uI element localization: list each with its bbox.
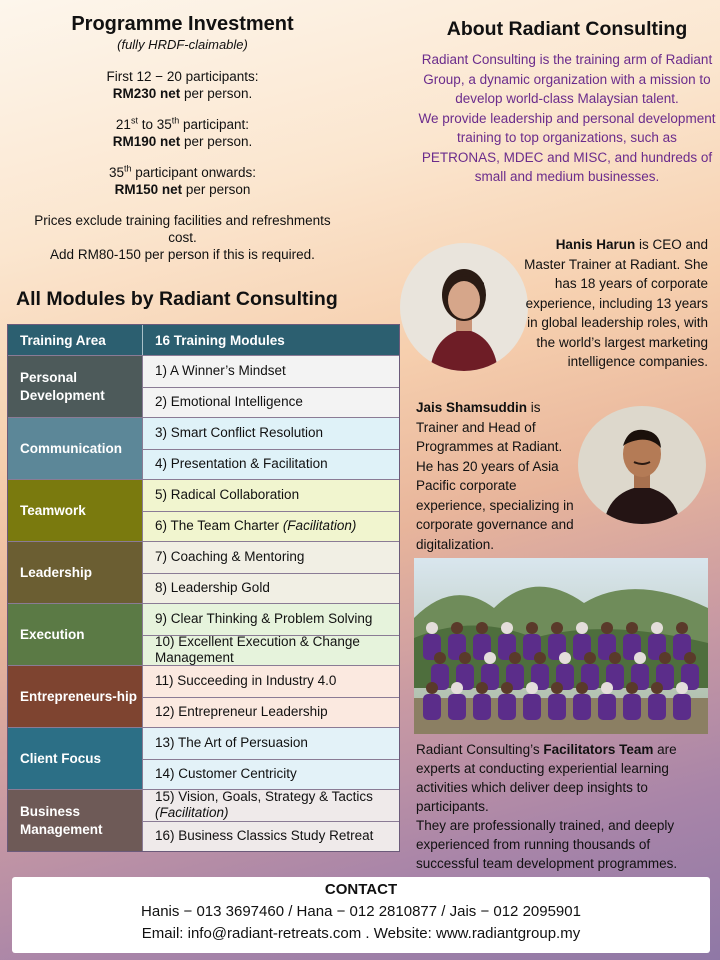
module-item: 4) Presentation & Facilitation	[143, 449, 399, 480]
contact-phones: Hanis − 013 3697460 / Hana − 012 2810877 / Jais − 012 2095901	[141, 903, 581, 920]
training-area-label: Business Management	[8, 790, 143, 851]
team-member	[526, 622, 538, 634]
investment-section	[20, 12, 345, 263]
price-tier-1: First 12 − 20 participants: RM230 net per person.	[106, 69, 259, 101]
team-member-shirt	[523, 694, 541, 720]
module-item: 2) Emotional Intelligence	[143, 387, 399, 418]
training-area-label: Leadership	[8, 542, 143, 603]
team-member	[634, 652, 646, 664]
about-section	[418, 16, 716, 187]
team-member	[534, 652, 546, 664]
team-member	[501, 622, 513, 634]
contact-title: CONTACT	[324, 881, 398, 898]
price-value: RM150 net	[114, 182, 183, 197]
team-member	[676, 622, 688, 634]
table-header	[8, 325, 399, 355]
module-item: 7) Coaching & Mentoring	[143, 542, 399, 573]
team-member	[459, 652, 471, 664]
team-member	[676, 682, 688, 694]
team-member-shirt	[423, 694, 441, 720]
module-item: 3) Smart Conflict Resolution	[143, 418, 399, 449]
jais-portrait	[578, 406, 706, 524]
module-item: 11) Succeeding in Industry 4.0	[143, 666, 399, 697]
team-member	[584, 652, 596, 664]
module-item: 10) Excellent Execution & Change Management	[143, 635, 399, 666]
team-member	[526, 682, 538, 694]
training-area-label: Execution	[8, 604, 143, 665]
jais-name: Jais Shamsuddin	[416, 400, 528, 415]
team-member	[451, 682, 463, 694]
team-member	[601, 622, 613, 634]
team-member	[509, 652, 521, 664]
training-area-label: Personal Development	[8, 356, 143, 417]
team-description: Radiant Consulting’s Facilitators Team are experts at conducting experiential learning activities which deliver deep insights to participants. They are professionally trained, and deeply experienced from running thousands of successful team development programmes.	[416, 742, 678, 871]
team-member	[551, 622, 563, 634]
team-member	[426, 622, 438, 634]
training-area-label: Teamwork	[8, 480, 143, 541]
team-member	[651, 682, 663, 694]
modules-title: All Modules by Radiant Consulting	[16, 288, 338, 310]
team-member	[451, 622, 463, 634]
team-member	[601, 682, 613, 694]
team-member-shirt	[648, 694, 666, 720]
contact-email-website: Email: info@radiant-retreats.com . Website: www.radiantgroup.my	[141, 925, 581, 942]
team-member	[559, 652, 571, 664]
team-member-shirt	[623, 694, 641, 720]
team-member	[426, 682, 438, 694]
team-member	[684, 652, 696, 664]
team-member	[476, 682, 488, 694]
module-group	[8, 665, 399, 727]
module-item: 13) The Art of Persuasion	[143, 728, 399, 759]
jais-bio: Jais Shamsuddin is Trainer and Head of Programmes at Radiant. He has 20 years of Asia Pacific corporate experience, specializing in corporate governance and digitalization.	[416, 400, 574, 552]
team-member	[576, 682, 588, 694]
module-group	[8, 603, 399, 665]
header-training-area: Training Area	[8, 325, 143, 355]
training-area-label: Communication	[8, 418, 143, 479]
price-tier-3: 35th participant onwards: RM150 net per person	[108, 163, 257, 197]
team-member-shirt	[673, 694, 691, 720]
hanis-bio: Hanis Harun is CEO and Master Trainer at Radiant. She has 18 years of corporate experience, including 13 years in global leadership roles, with the world’s largest marketing intelligence companies.	[524, 237, 708, 369]
team-member	[626, 622, 638, 634]
module-item: 12) Entrepreneur Leadership	[143, 697, 399, 728]
module-item: 8) Leadership Gold	[143, 573, 399, 604]
module-item: 1) A Winner’s Mindset	[143, 356, 399, 387]
training-area-label: Entrepreneurs-hip	[8, 666, 143, 727]
team-member	[609, 652, 621, 664]
hanis-name: Hanis Harun	[555, 237, 636, 252]
team-member	[434, 652, 446, 664]
facilitators-team-photo	[414, 558, 708, 734]
investment-subtitle: (fully HRDF-claimable)	[117, 37, 248, 52]
hanis-portrait	[400, 243, 528, 371]
team-member-shirt	[448, 694, 466, 720]
price-tier-2: 21st to 35th participant: RM190 net per person.	[112, 115, 253, 149]
team-member-shirt	[498, 694, 516, 720]
module-group	[8, 789, 399, 851]
price-note: Prices exclude training facilities and refreshments cost. Add RM80-150 per person if this is required.	[34, 213, 331, 262]
about-body: Radiant Consulting is the training arm of Radiant Group, a dynamic organization with a mission to develop world-class Malaysian talent. We provide leadership and personal development training to top organizations, such as PETRONAS, MDEC and MISC, and hundreds of small and medium businesses.	[418, 52, 716, 184]
header-training-modules: 16 Training Modules	[155, 332, 285, 348]
module-item: 9) Clear Thinking & Problem Solving	[143, 604, 399, 635]
team-member	[659, 652, 671, 664]
team-member	[501, 682, 513, 694]
contact-box	[12, 877, 710, 953]
investment-title: Programme Investment	[71, 13, 294, 35]
about-title: About Radiant Consulting	[446, 18, 688, 40]
module-item: 15) Vision, Goals, Strategy & Tactics (Facilitation)	[143, 790, 399, 821]
team-member-shirt	[573, 694, 591, 720]
price-value: RM230 net	[112, 86, 181, 101]
team-member	[626, 682, 638, 694]
module-group	[8, 727, 399, 789]
team-name: Facilitators Team	[543, 742, 654, 757]
team-member	[476, 622, 488, 634]
module-group	[8, 417, 399, 479]
module-item: 14) Customer Centricity	[143, 759, 399, 790]
team-member	[484, 652, 496, 664]
training-area-label: Client Focus	[8, 728, 143, 789]
modules-table	[7, 324, 400, 852]
team-member-shirt	[598, 694, 616, 720]
module-item: 16) Business Classics Study Retreat	[143, 821, 399, 852]
team-member-shirt	[548, 694, 566, 720]
team-member	[651, 622, 663, 634]
module-item: 5) Radical Collaboration	[143, 480, 399, 511]
team-member	[576, 622, 588, 634]
module-group	[8, 355, 399, 417]
module-group	[8, 541, 399, 603]
module-item: 6) The Team Charter (Facilitation)	[143, 511, 399, 542]
price-value: RM190 net	[112, 134, 181, 149]
team-member-shirt	[473, 694, 491, 720]
module-group	[8, 479, 399, 541]
team-member	[551, 682, 563, 694]
